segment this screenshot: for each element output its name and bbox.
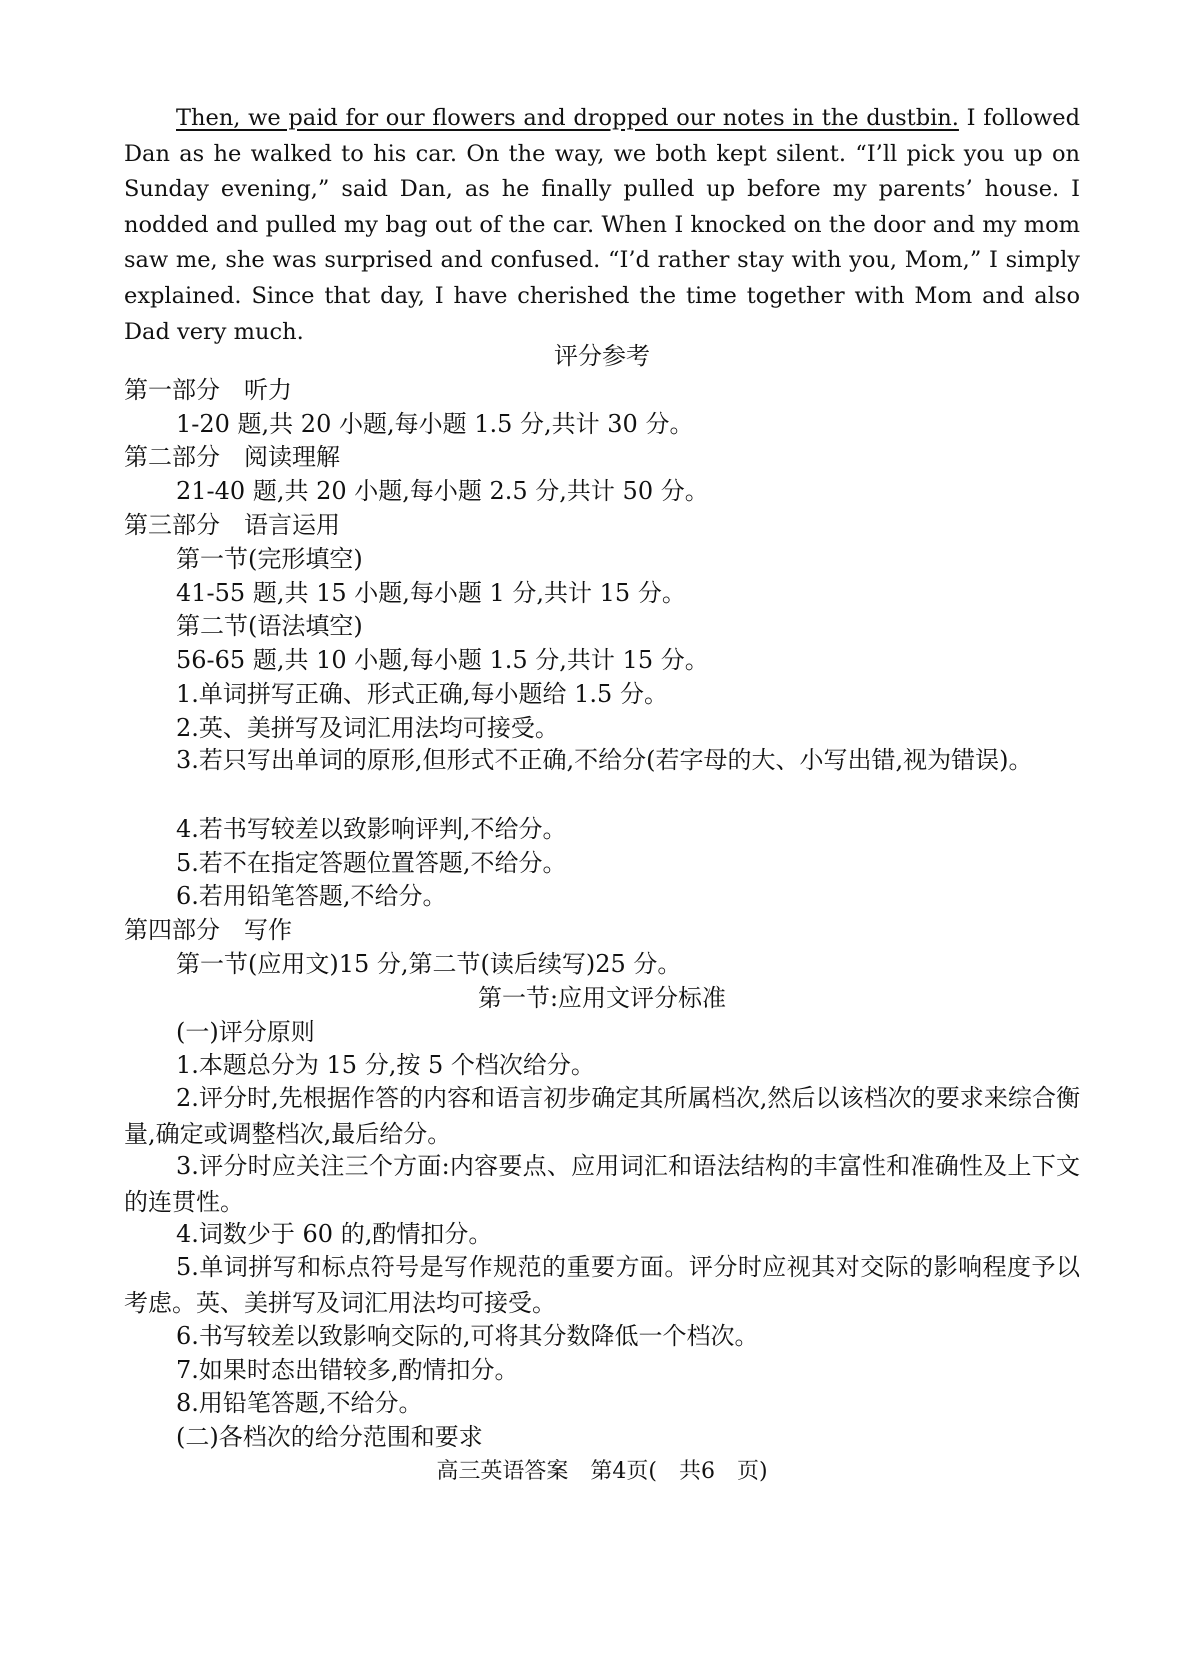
part4-heading: 第四部分 写作 [124,916,292,944]
grammar-rule-1: 1.单词拼写正确、形式正确,每小题给 1.5 分。 [176,680,668,708]
grammar-rule-3: 3.若只写出单词的原形,但形式不正确,不给分(若字母的大、小写出错,视为错误)。 [176,746,1033,774]
principle-8: 8.用铅笔答题,不给分。 [176,1389,423,1417]
principle-1: 1.本题总分为 15 分,按 5 个档次给分。 [176,1051,595,1079]
part1-heading: 第一部分 听力 [124,376,292,404]
scoring-title: 评分参考 [554,342,650,370]
part3-heading: 第三部分 语言运用 [124,511,340,539]
part2-detail: 21-40 题,共 20 小题,每小题 2.5 分,共计 50 分。 [176,477,709,505]
grammar-rule-4: 4.若书写较差以致影响评判,不给分。 [176,815,567,843]
part3-section1-detail: 41-55 题,共 15 小题,每小题 1 分,共计 15 分。 [176,579,686,607]
principle-4: 4.词数少于 60 的,酌情扣分。 [176,1220,493,1248]
part3-section1-heading: 第一节(完形填空) [176,545,363,573]
grammar-rule-5: 5.若不在指定答题位置答题,不给分。 [176,849,567,877]
grammar-rule-2: 2.英、美拼写及词汇用法均可接受。 [176,714,559,742]
principles-heading: (一)评分原则 [176,1018,315,1046]
grammar-rule-6: 6.若用铅笔答题,不给分。 [176,882,447,910]
underlined-sentence: Then, we paid for our flowers and dropped our notes in the dustbin. [176,105,959,131]
part3-section2-heading: 第二节(语法填空) [176,612,363,640]
levels-heading: (二)各档次的给分范围和要求 [176,1423,483,1451]
story-paragraph [124,101,1080,350]
principle-3: 3.评分时应关注三个方面:内容要点、应用词汇和语法结构的丰富性和准确性及上下文的连贯性。 [124,1152,1080,1216]
part1-detail: 1-20 题,共 20 小题,每小题 1.5 分,共计 30 分。 [176,410,694,438]
story-rest: I followed Dan as he walked to his car. On the way, we both kept silent. “I’ll pick you up on Sunday evening,” said Dan, as he finally pulled up before my parents’ house. I nodded and pulled my bag out of the car. When I knocked on the door and my mom saw me, she was surprised and confused. “I’d rather stay with you, Mom,” I simply explained. Since that day, I have cherished the time together with Mom and also Dad very much. [124,105,1080,345]
principle-5: 5.单词拼写和标点符号是写作规范的重要方面。评分时应视其对交际的影响程度予以考虑。英、美拼写及词汇用法均可接受。 [124,1253,1080,1317]
part4-detail: 第一节(应用文)15 分,第二节(读后续写)25 分。 [176,950,682,978]
part2-heading: 第二部分 阅读理解 [124,443,340,471]
section1-criteria-title: 第一节:应用文评分标准 [477,984,727,1012]
part3-section2-detail: 56-65 题,共 10 小题,每小题 1.5 分,共计 15 分。 [176,646,709,674]
page-footer: 高三英语答案 第4页( 共6 页) [436,1459,768,1484]
principle-2: 2.评分时,先根据作答的内容和语言初步确定其所属档次,然后以该档次的要求来综合衡量,确定或调整档次,最后给分。 [124,1084,1080,1148]
principle-6: 6.书写较差以致影响交际的,可将其分数降低一个档次。 [176,1322,759,1350]
principle-7: 7.如果时态出错较多,酌情扣分。 [176,1356,519,1384]
